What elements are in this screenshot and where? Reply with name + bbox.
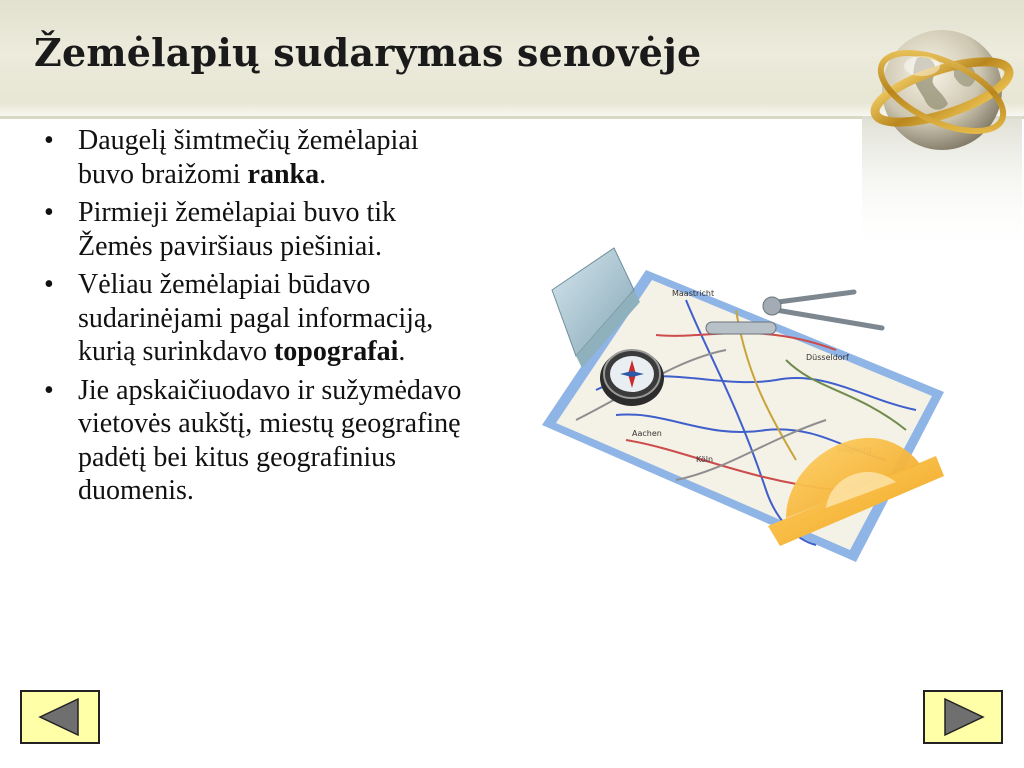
bold-text: ranka bbox=[247, 158, 320, 190]
previous-slide-button[interactable] bbox=[20, 690, 100, 744]
bullet-item: • Pirmieji žemėlapiai buvo tik Žemės paviršiaus piešiniai. bbox=[36, 196, 476, 263]
bullet-item: • Jie apskaičiuodavo ir sužymėdavo vietovės aukštį, miestų geografinę padėtį bei kitus geografinius duomenis. bbox=[36, 374, 476, 508]
bold-text: topografai bbox=[273, 336, 399, 367]
map-label: Maastricht bbox=[672, 289, 715, 298]
bullet-list bbox=[36, 124, 476, 513]
slide-title: Žemėlapių sudarymas senovėje bbox=[34, 30, 702, 75]
triangle-right-icon bbox=[925, 692, 1001, 742]
next-slide-button[interactable] bbox=[923, 690, 1003, 744]
triangle-left-icon bbox=[22, 692, 98, 742]
bullet-item: • Daugelį šimtmečių žemėlapiai buvo braižomi ranka. bbox=[36, 124, 476, 191]
bullet-item: • Vėliau žemėlapiai būdavo sudarinėjami pagal informaciją, kurią surinkdavo topografai. bbox=[36, 268, 476, 369]
globe-icon bbox=[862, 18, 1022, 258]
map-label: Köln bbox=[696, 455, 714, 464]
map-label: Aachen bbox=[632, 429, 662, 438]
map-illustration bbox=[536, 240, 956, 570]
map-label: Düsseldorf bbox=[806, 353, 849, 362]
